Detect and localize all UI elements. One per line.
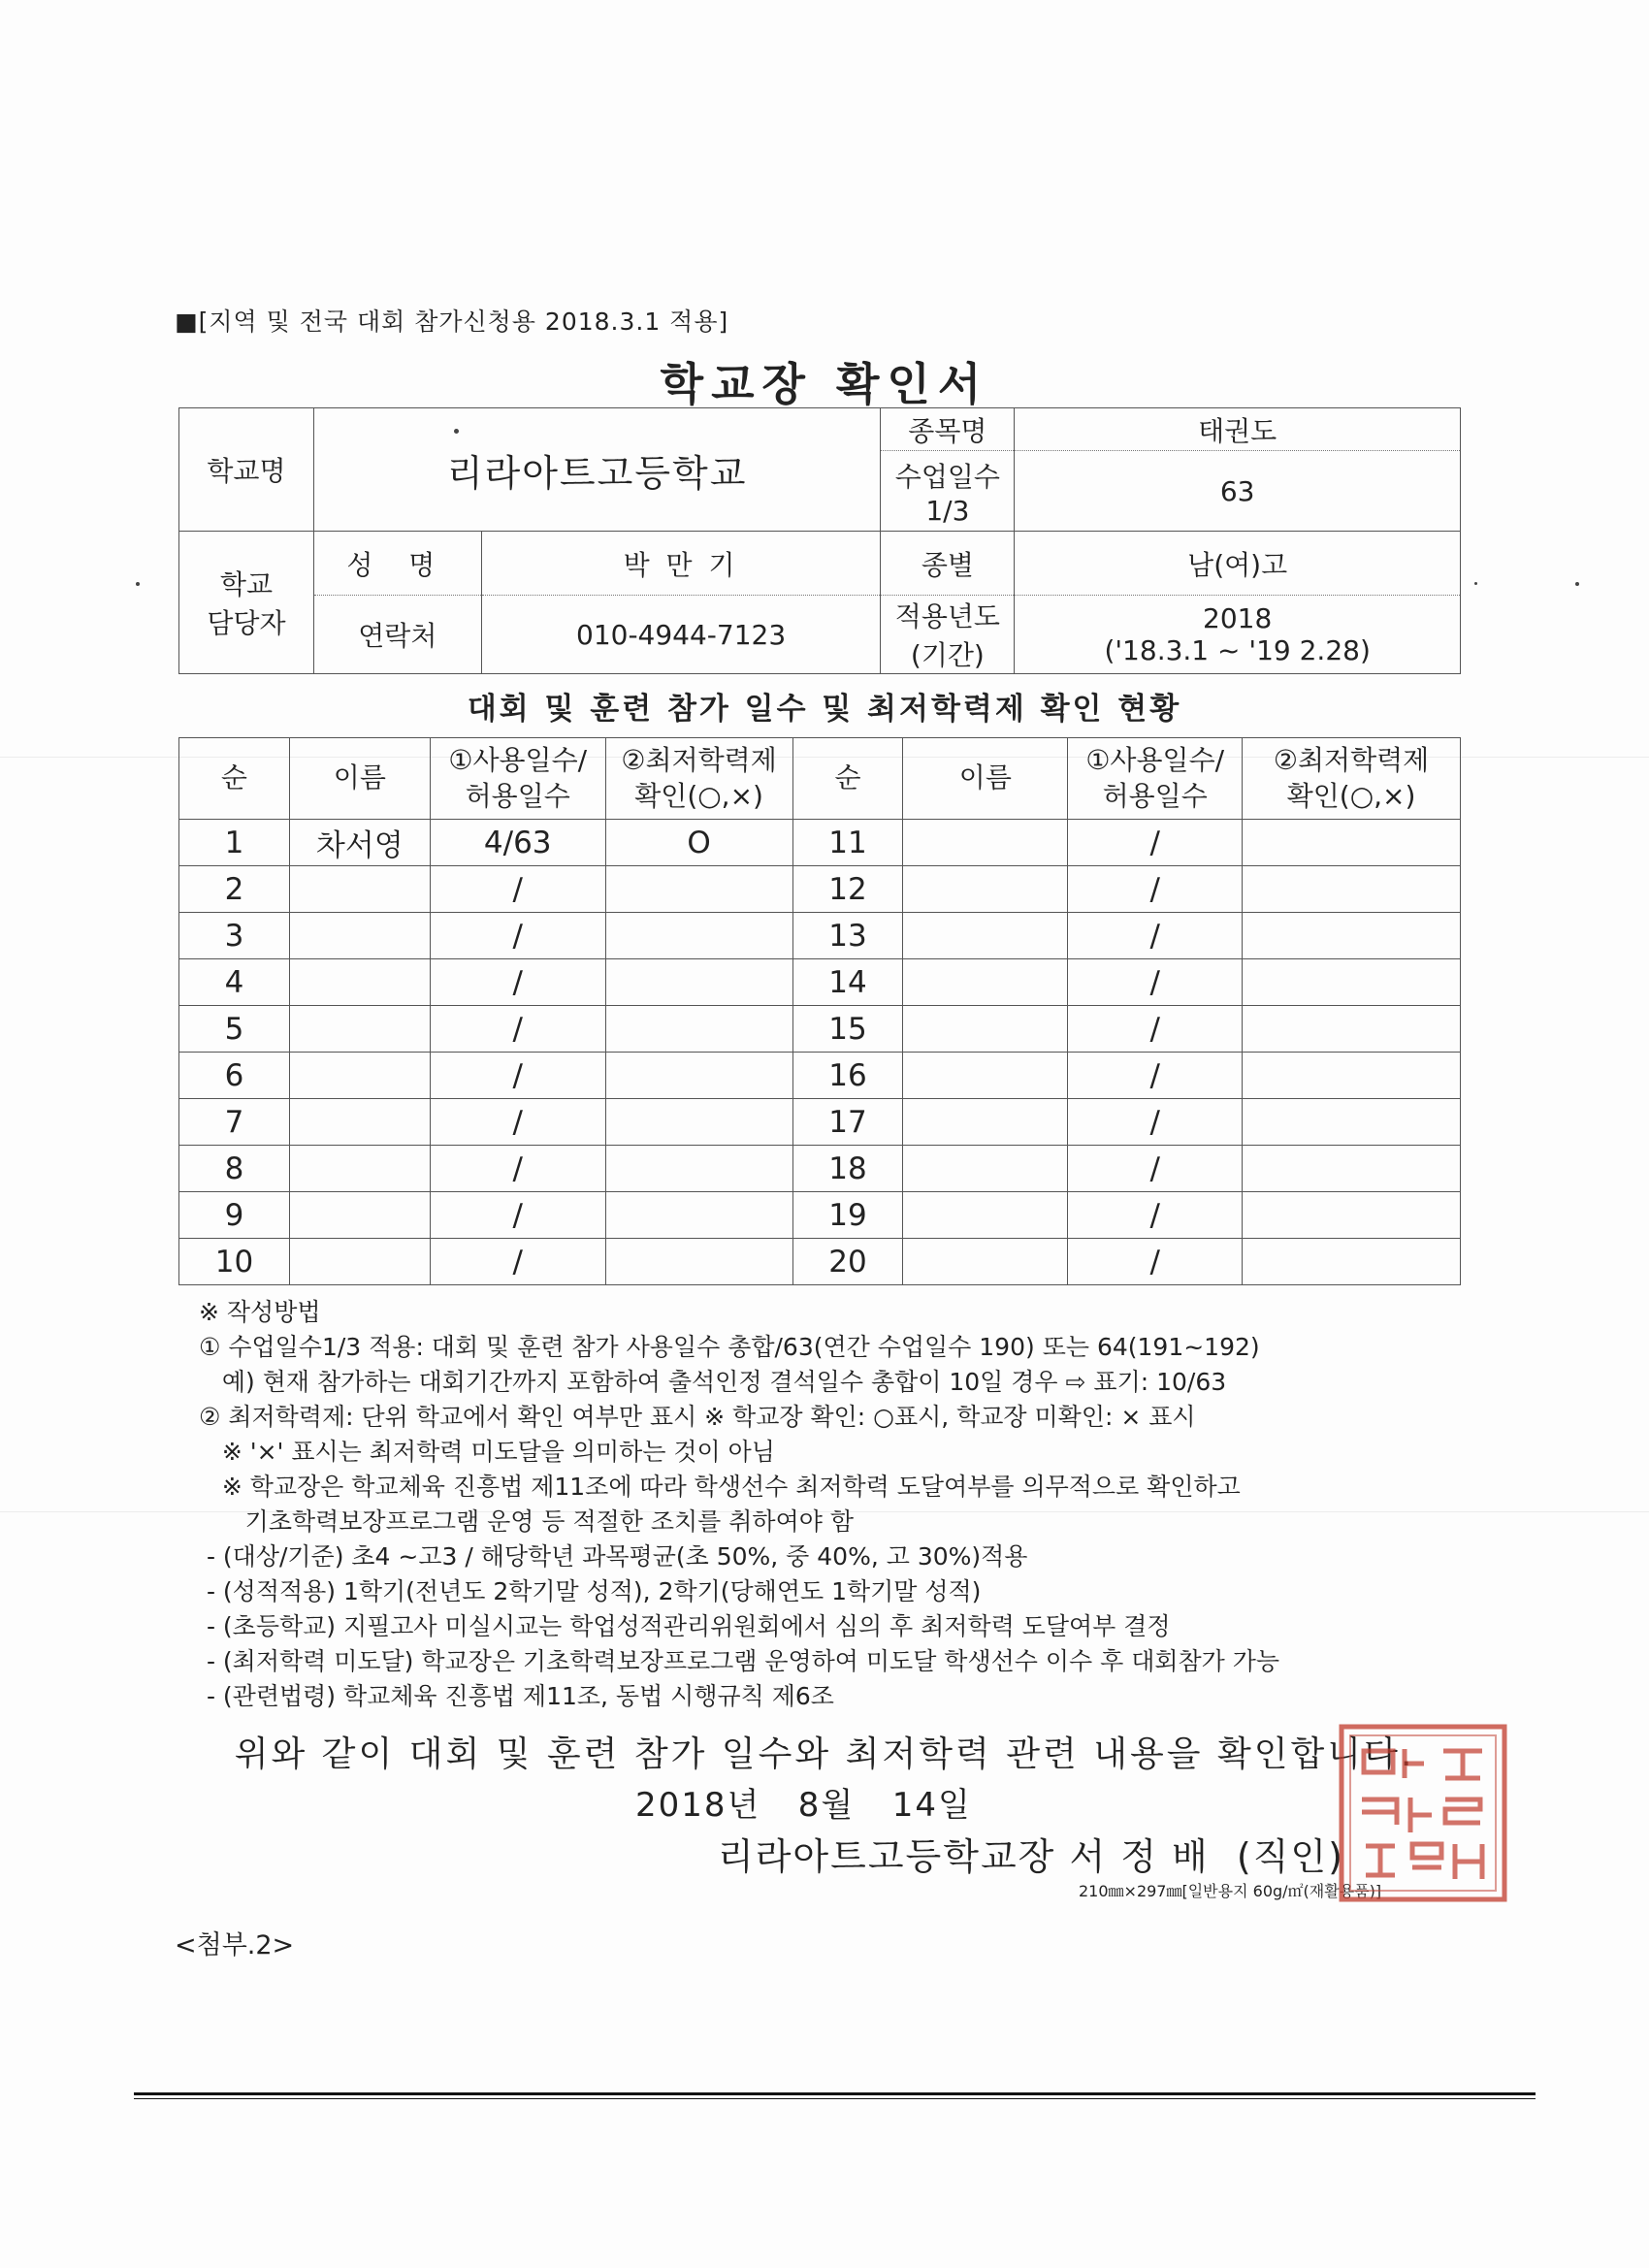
sport-label: 종목명: [881, 408, 1015, 451]
row-name: [289, 1099, 430, 1146]
year-label: [881, 596, 1015, 674]
header-days-line1: ①사용일수/: [448, 744, 588, 777]
attachment-label: <첨부.2>: [175, 1930, 295, 1960]
footer-rule: [134, 2098, 1536, 2099]
roster-row: [179, 1146, 1461, 1192]
instructions: [199, 1295, 1279, 1714]
instruction-line: - (대상/기준) 초4 ~고3 / 해당학년 과목평균(초 50%, 중 40%, 고 30%)적용: [199, 1542, 1028, 1571]
class-days-label-line2: 1/3: [925, 494, 970, 527]
row-days: /: [1068, 820, 1243, 866]
row-name: [289, 1192, 430, 1239]
row-check: [1243, 820, 1461, 866]
name-label: 성 명: [313, 532, 481, 596]
row-check: [605, 1239, 792, 1285]
row-check: [605, 1099, 792, 1146]
paper-spec: 210㎜×297㎜[일반용지 60g/㎡(재활용품)]: [1079, 1882, 1382, 1900]
header-check: [605, 738, 792, 820]
form-tag: ■[지역 및 전국 대회 참가신청용 2018.3.1 적용]: [175, 308, 729, 336]
row-name: [903, 913, 1068, 959]
row-name: [289, 1053, 430, 1099]
row-no: 6: [179, 1053, 290, 1099]
header-name: 이름: [903, 738, 1068, 820]
row-no: 2: [179, 866, 290, 913]
instruction-line: 기초학력보장프로그램 운영 등 적절한 조치를 취하여야 함: [199, 1507, 854, 1536]
header-days: [430, 738, 605, 820]
row-days: /: [1068, 959, 1243, 1006]
instruction-line: ② 최저학력제: 단위 학교에서 확인 여부만 표시 ※ 학교장 확인: ○표시, 학교장 미확인: × 표시: [199, 1403, 1196, 1431]
row-check: [1243, 1192, 1461, 1239]
row-check: [605, 1146, 792, 1192]
row-no: 17: [792, 1099, 903, 1146]
class-days-value: 63: [1015, 451, 1461, 532]
roster-row: [179, 959, 1461, 1006]
roster-row: [179, 1239, 1461, 1285]
issue-date: 2018년 8월 14일: [635, 1786, 972, 1825]
row-name: [903, 1146, 1068, 1192]
instruction-line: ※ 학교장은 학교체육 진흥법 제11조에 따라 학생선수 최저학력 도달여부를 의무적으로 확인하고: [199, 1473, 1241, 1501]
school-name: 리라아트고등학교: [313, 408, 881, 532]
row-no: 3: [179, 913, 290, 959]
row-days: /: [1068, 1053, 1243, 1099]
header-check-line2: 확인(○,×): [1286, 779, 1416, 812]
header-no: 순: [792, 738, 903, 820]
row-no: 4: [179, 959, 290, 1006]
manager-label: [179, 532, 314, 674]
school-label: 학교명: [179, 408, 314, 532]
row-no: 18: [792, 1146, 903, 1192]
manager-label-line1: 학교: [219, 568, 273, 600]
row-days: /: [430, 913, 605, 959]
row-days: /: [1068, 913, 1243, 959]
roster-header-row: [179, 738, 1461, 820]
contact-label: 연락처: [313, 596, 481, 674]
row-check: [1243, 1146, 1461, 1192]
year-value: [1015, 596, 1461, 674]
header-check-line1: ②최저학력제: [1273, 744, 1430, 777]
instruction-line: - (성적적용) 1학기(전년도 2학기말 성적), 2학기(당해연도 1학기말 성적): [199, 1577, 982, 1605]
name-value: 박 만 기: [481, 532, 881, 596]
row-days: /: [430, 866, 605, 913]
row-days: /: [430, 1192, 605, 1239]
roster-row: [179, 913, 1461, 959]
year-value-line1: 2018: [1203, 602, 1273, 634]
row-check: [1243, 1053, 1461, 1099]
row-check: O: [605, 820, 792, 866]
row-no: 8: [179, 1146, 290, 1192]
row-no: 10: [179, 1239, 290, 1285]
row-days: /: [1068, 1192, 1243, 1239]
header-name: 이름: [289, 738, 430, 820]
row-days: /: [1068, 1239, 1243, 1285]
row-no: 5: [179, 1006, 290, 1053]
roster-subtitle: 대회 및 훈련 참가 일수 및 최저학력제 확인 현황: [467, 692, 1182, 727]
sport-value: 태권도: [1015, 408, 1461, 451]
row-no: 20: [792, 1239, 903, 1285]
row-name: [903, 1239, 1068, 1285]
row-name: [903, 866, 1068, 913]
row-name: [289, 959, 430, 1006]
roster-row: [179, 1099, 1461, 1146]
row-check: [605, 913, 792, 959]
row-check: [1243, 1006, 1461, 1053]
manager-label-line2: 담당자: [207, 607, 286, 639]
row-name: [289, 913, 430, 959]
row-name: [903, 1099, 1068, 1146]
row-days: /: [1068, 1006, 1243, 1053]
scan-speck: [1474, 582, 1477, 585]
signer: 리라아트고등학교장 서 정 배 (직인): [718, 1835, 1344, 1878]
document-title: 학교장 확인서: [660, 358, 989, 410]
roster-row: [179, 1006, 1461, 1053]
gender-value: 남(여)고: [1015, 532, 1461, 596]
footer-rule: [134, 2092, 1536, 2095]
instruction-line: ※ 작성방법: [199, 1298, 321, 1326]
row-check: [1243, 913, 1461, 959]
row-no: 14: [792, 959, 903, 1006]
row-check: [1243, 866, 1461, 913]
class-days-label: [881, 451, 1015, 532]
row-check: [605, 1006, 792, 1053]
row-name: [903, 1006, 1068, 1053]
header-check-line1: ②최저학력제: [621, 744, 777, 777]
header-days-line2: 허용일수: [465, 779, 570, 812]
scan-speck: [454, 429, 459, 434]
header-check: [1243, 738, 1461, 820]
instruction-line: - (초등학교) 지필고사 미실시교는 학업성적관리위원회에서 심의 후 최저학력 도달여부 결정: [199, 1612, 1171, 1640]
row-name: [903, 959, 1068, 1006]
row-check: [1243, 1239, 1461, 1285]
row-days: /: [430, 1006, 605, 1053]
row-days: /: [1068, 1146, 1243, 1192]
row-check: [1243, 1099, 1461, 1146]
row-name: [903, 1192, 1068, 1239]
row-days: /: [1068, 866, 1243, 913]
instruction-line: ※ '×' 표시는 최저학력 미도달을 의미하는 것이 아님: [199, 1438, 775, 1466]
row-name: [903, 820, 1068, 866]
scan-speck: [136, 582, 140, 586]
instruction-line: 예) 현재 참가하는 대회기간까지 포함하여 출석인정 결석일수 총합이 10일 경우 ⇨ 표기: 10/63: [199, 1368, 1227, 1396]
row-name: [903, 1053, 1068, 1099]
row-check: [605, 959, 792, 1006]
year-label-line1: 적용년도: [894, 600, 1000, 632]
roster-row: [179, 1192, 1461, 1239]
row-no: 16: [792, 1053, 903, 1099]
scan-speck: [1575, 582, 1579, 586]
row-days: /: [430, 1053, 605, 1099]
row-no: 12: [792, 866, 903, 913]
row-days: /: [1068, 1099, 1243, 1146]
row-check: [605, 866, 792, 913]
row-name: [289, 1006, 430, 1053]
year-label-line2: (기간): [910, 639, 985, 671]
contact-value: 010-4944-7123: [481, 596, 881, 674]
roster-row: [179, 866, 1461, 913]
instruction-line: - (최저학력 미도달) 학교장은 기초학력보장프로그램 운영하여 미도달 학생선수 이수 후 대회참가 가능: [199, 1647, 1280, 1675]
year-period: ('18.3.1 ~ '19 2.28): [1104, 634, 1371, 666]
row-no: 7: [179, 1099, 290, 1146]
row-days: /: [430, 1099, 605, 1146]
row-check: [605, 1053, 792, 1099]
row-days: /: [430, 1146, 605, 1192]
official-seal-icon: [1337, 1722, 1509, 1904]
row-no: 19: [792, 1192, 903, 1239]
roster-row: [179, 1053, 1461, 1099]
row-check: [605, 1192, 792, 1239]
header-days: [1068, 738, 1243, 820]
row-check: [1243, 959, 1461, 1006]
row-days: /: [430, 1239, 605, 1285]
roster-row: [179, 820, 1461, 866]
row-days: /: [430, 959, 605, 1006]
row-no: 9: [179, 1192, 290, 1239]
header-no: 순: [179, 738, 290, 820]
header-days-line2: 허용일수: [1102, 779, 1208, 812]
row-name: [289, 866, 430, 913]
instruction-line: ① 수업일수1/3 적용: 대회 및 훈련 참가 사용일수 총합/63(연간 수업일수 190) 또는 64(191~192): [199, 1333, 1260, 1361]
confirmation-statement: 위와 같이 대회 및 훈련 참가 일수와 최저학력 관련 내용을 확인합니다.: [234, 1734, 1415, 1774]
row-name: 차서영: [289, 820, 430, 866]
roster-body: [179, 820, 1461, 1285]
info-table: [178, 407, 1461, 674]
row-days: 4/63: [430, 820, 605, 866]
class-days-label-line1: 수업일수: [894, 460, 1000, 493]
instruction-line: - (관련법령) 학교체육 진흥법 제11조, 동법 시행규칙 제6조: [199, 1682, 834, 1710]
row-name: [289, 1146, 430, 1192]
roster-table: [178, 737, 1461, 1285]
row-no: 13: [792, 913, 903, 959]
header-check-line2: 확인(○,×): [634, 779, 763, 812]
row-no: 1: [179, 820, 290, 866]
row-no: 11: [792, 820, 903, 866]
row-no: 15: [792, 1006, 903, 1053]
header-days-line1: ①사용일수/: [1085, 744, 1225, 777]
gender-label: 종별: [881, 532, 1015, 596]
row-name: [289, 1239, 430, 1285]
